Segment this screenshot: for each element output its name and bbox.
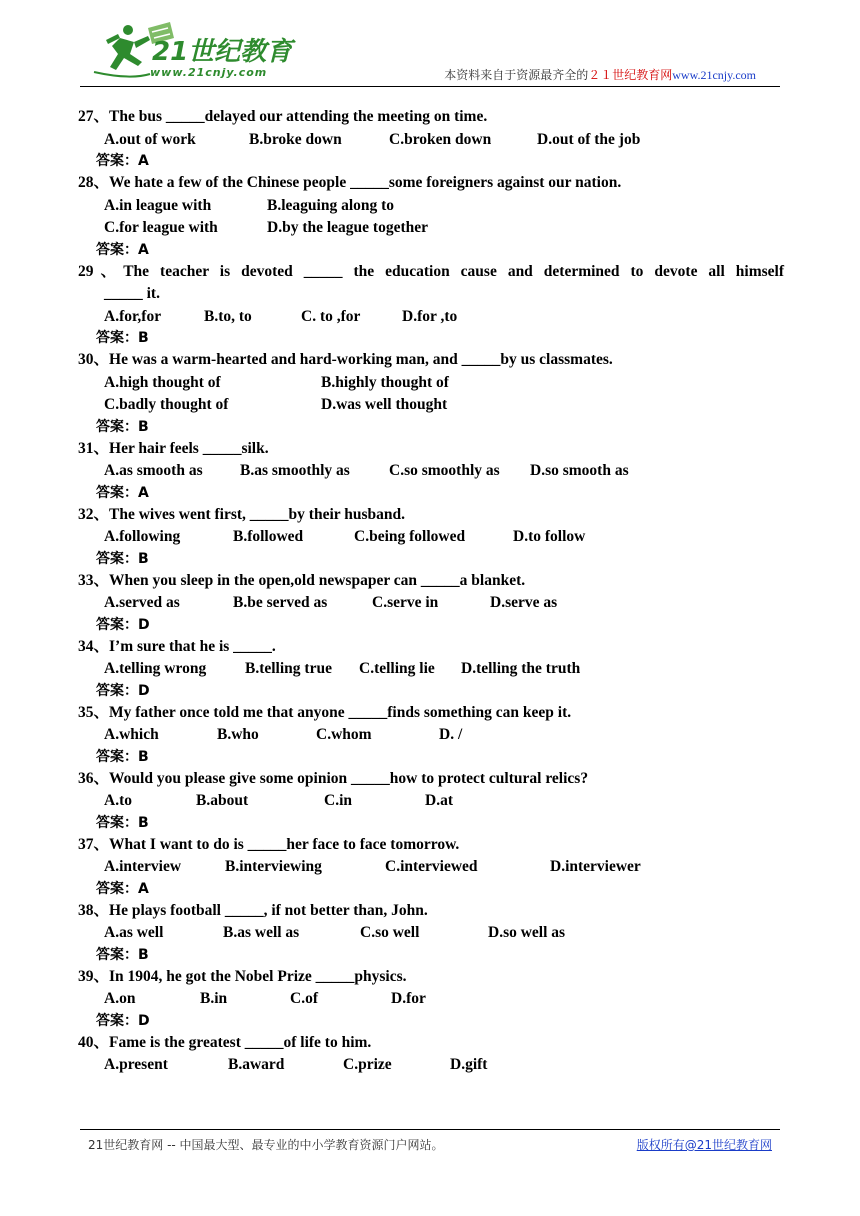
question-40: 40、Fame is the greatest _____of life to him. (78, 1033, 372, 1051)
option-d: D.at (425, 792, 453, 809)
option-d: D. / (439, 726, 463, 743)
header-note-prefix: 本资料来自于资源最齐全的 (444, 68, 589, 82)
option-c: C.so smoothly as (389, 462, 500, 479)
option-b: B.in (200, 990, 228, 1007)
answer-39: 答案：D (96, 1012, 150, 1029)
options-34 (78, 658, 784, 681)
options-36 (78, 790, 784, 813)
option-b: B.award (228, 1056, 285, 1073)
option-d: D.interviewer (550, 858, 641, 875)
option-c: C.of (290, 990, 318, 1007)
option-a: A.high thought of (104, 373, 221, 391)
question-29: 29、The teacher is devoted _____ the education cause and determined to devote all himself (78, 262, 784, 280)
option-d: D.telling the truth (461, 660, 581, 677)
option-d: D.by the league together (267, 219, 428, 236)
option-b: B.highly thought of (321, 373, 449, 391)
option-c: C.so well (360, 924, 420, 941)
answer-28: 答案：A (96, 241, 149, 258)
option-c: C.for league with (104, 219, 218, 236)
option-b: B.leaguing along to (267, 196, 395, 214)
header-note (444, 66, 756, 83)
option-c: C.broken down (389, 130, 492, 148)
option-b: B.interviewing (225, 858, 322, 875)
option-a: A.telling wrong (104, 660, 207, 677)
option-d: D.serve as (490, 594, 558, 611)
option-b: B.followed (233, 528, 304, 545)
option-d: D.for ,to (402, 307, 458, 325)
options-29 (78, 306, 784, 329)
options-40 (78, 1054, 784, 1077)
option-c: C.badly thought of (104, 396, 229, 413)
option-c: C.in (324, 792, 352, 809)
option-b: B.to, to (204, 307, 252, 325)
option-d: D.out of the job (537, 130, 641, 148)
option-c: C.serve in (372, 594, 439, 611)
question-35: 35、My father once told me that anyone _____finds something can keep it. (78, 703, 572, 721)
option-b: B.broke down (249, 130, 342, 148)
answer-34: 答案：D (96, 682, 150, 699)
question-28: 28、We hate a few of the Chinese people _____some foreigners against our nation. (78, 174, 622, 191)
option-a: A.interview (104, 858, 182, 875)
question-30: 30、He was a warm-hearted and hard-working man, and _____by us classmates. (78, 351, 613, 368)
answer-30: 答案：B (96, 418, 149, 435)
logo-text: 21世纪教育 (152, 37, 293, 67)
options-31 (78, 460, 784, 483)
answer-33: 答案：D (96, 616, 150, 633)
question-38: 38、He plays football _____, if not better than, John. (78, 901, 428, 919)
option-b: B.about (196, 792, 249, 809)
header-note-url[interactable]: www.21cnjy.com (672, 68, 756, 82)
answer-38: 答案：B (96, 946, 149, 963)
answer-35: 答案：B (96, 748, 149, 765)
options-35 (78, 724, 784, 747)
question-33: 33、When you sleep in the open,old newspaper can _____a blanket. (78, 571, 526, 589)
question-37: 37、What I want to do is _____her face to face tomorrow. (78, 835, 460, 853)
question-31: 31、Her hair feels _____silk. (78, 439, 269, 457)
options-30b (78, 394, 784, 417)
option-c: C.interviewed (385, 858, 478, 875)
page-footer (80, 1129, 780, 1152)
answer-31: 答案：A (96, 484, 149, 501)
logo-url: www.21cnjy.com (150, 66, 268, 79)
option-a: A.served as (104, 594, 180, 611)
option-c: C. to ,for (301, 307, 361, 325)
question-32: 32、The wives went first, _____by their husband. (78, 505, 405, 523)
options-37 (78, 856, 784, 879)
option-b: B.as well as (223, 924, 300, 941)
option-d: D.for (391, 990, 426, 1007)
question-34: 34、I’m sure that he is _____. (78, 637, 276, 655)
runner-icon (106, 25, 150, 70)
option-c: C.whom (316, 726, 372, 743)
option-d: D.gift (450, 1056, 488, 1073)
option-a: A.in league with (104, 196, 212, 214)
option-b: B.as smoothly as (240, 462, 350, 479)
options-32 (78, 526, 784, 549)
option-a: A.following (104, 528, 181, 545)
options-28b (78, 217, 784, 240)
question-27: 27、The bus _____delayed our attending the meeting on time. (78, 108, 488, 125)
answer-29: 答案：B (96, 330, 149, 346)
page-header (80, 20, 780, 87)
options-27 (78, 129, 784, 152)
option-a: A.on (104, 990, 136, 1007)
question-29-cont: _____ it. (104, 285, 160, 302)
option-a: A.as well (104, 924, 164, 941)
option-d: D.so well as (488, 924, 566, 941)
options-39 (78, 988, 784, 1011)
header-note-brand: ２１世纪教育网 (588, 68, 673, 82)
options-38 (78, 922, 784, 945)
option-a: A.for,for (104, 307, 162, 325)
option-c: C.being followed (354, 528, 466, 545)
options-33 (78, 592, 784, 615)
option-b: B.who (217, 726, 259, 743)
option-a: A.to (104, 792, 132, 809)
option-c: C.prize (343, 1056, 392, 1073)
answer-36: 答案：B (96, 814, 149, 831)
answer-32: 答案：B (96, 550, 149, 567)
option-b: B.telling true (245, 660, 332, 677)
option-d: D.was well thought (321, 396, 448, 413)
question-list (78, 106, 784, 1077)
option-c: C.telling lie (359, 660, 435, 677)
option-a: A.which (104, 726, 159, 743)
question-36: 36、Would you please give some opinion _____how to protect cultural relics? (78, 769, 589, 787)
option-b: B.be served as (233, 594, 328, 611)
footer-text: 21世纪教育网 -- 中国最大型、最专业的中小学教育资源门户网站。 (88, 1138, 444, 1152)
option-a: A.present (104, 1056, 168, 1073)
answer-27: 答案：A (96, 153, 149, 169)
options-30a (78, 372, 784, 395)
option-a: A.out of work (104, 130, 196, 148)
option-a: A.as smooth as (104, 462, 203, 479)
logo-21cnjy (90, 20, 320, 82)
question-39: 39、In 1904, he got the Nobel Prize _____physics. (78, 967, 407, 985)
option-d: D.to follow (513, 528, 586, 545)
copyright-link[interactable]: 版权所有@21世纪教育网 (636, 1138, 772, 1152)
answer-37: 答案：A (96, 880, 149, 897)
option-d: D.so smooth as (530, 462, 629, 479)
options-28a (78, 195, 784, 218)
